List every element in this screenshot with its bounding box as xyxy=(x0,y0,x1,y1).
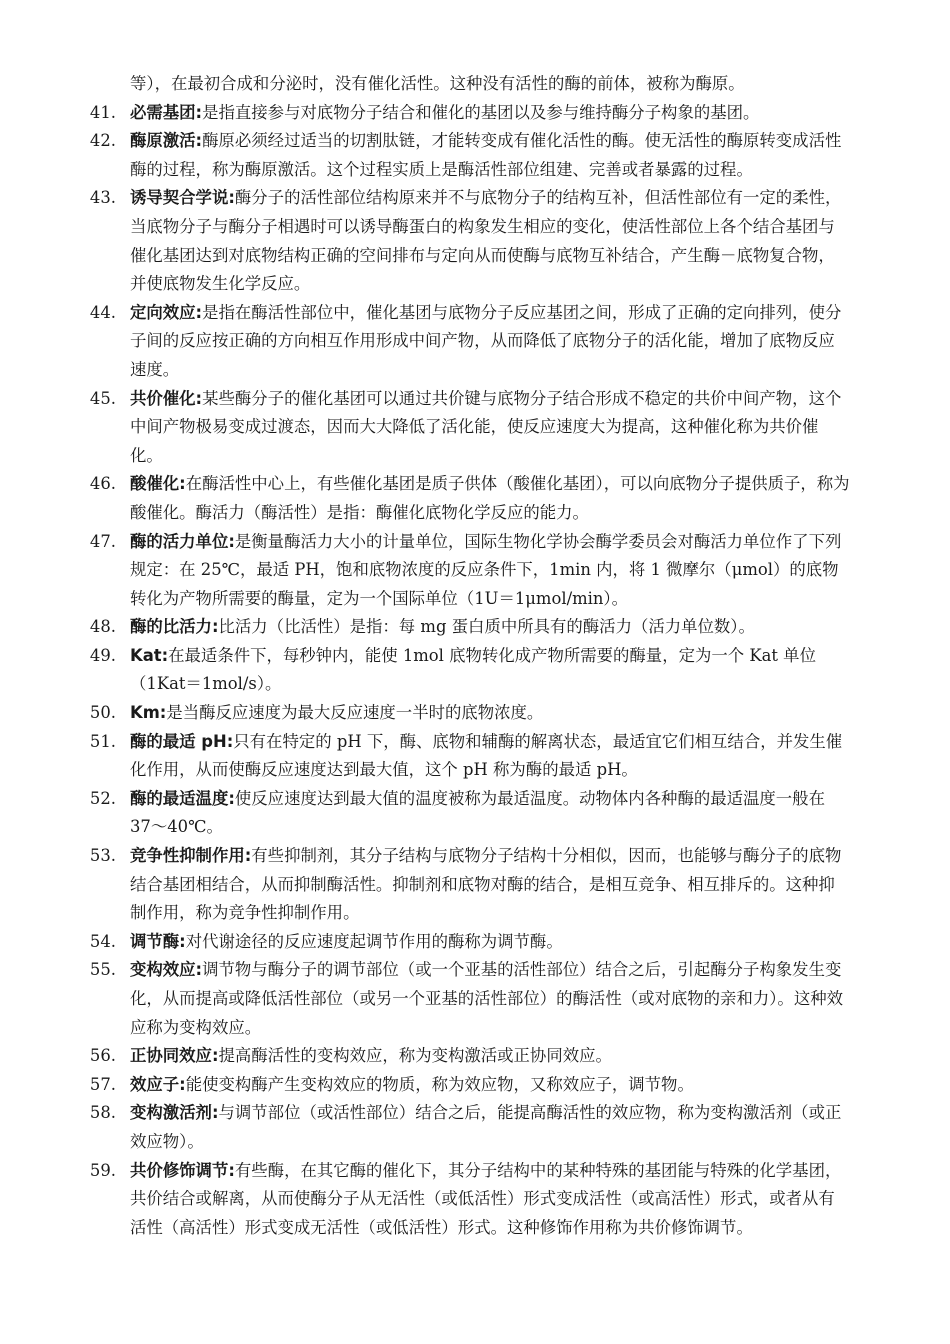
glossary-entry xyxy=(0,699,950,728)
entry-definition: 是指直接参与对底物分子结合和催化的基团以及参与维持酶分子构象的基团。 xyxy=(202,102,760,122)
entry-number: 46. xyxy=(89,474,116,494)
entry-term: 酶的最适 pH: xyxy=(130,731,234,751)
glossary-entry xyxy=(0,1042,950,1071)
entry-term: 诱导契合学说: xyxy=(130,188,235,208)
entry-term: Km: xyxy=(130,703,167,723)
entry-definition: 有些酶，在其它酶的催化下，其分子结构中的某种特殊的基团能与特殊的化学基团，共价结合或解离，从而使酶分子从无活性（或低活性）形式变成活性（或高活性）形式，或者从有活性（高活性）形式变成无活性（或低活性）形式。这种修饰作用称为共价修饰调节。 xyxy=(130,1160,842,1237)
entry-term: 酸催化: xyxy=(130,474,186,494)
entry-term: 共价催化: xyxy=(130,388,203,408)
glossary-entry xyxy=(0,385,950,471)
entry-number: 57. xyxy=(89,1074,116,1094)
glossary-entry xyxy=(0,1071,950,1100)
entry-term: 必需基团: xyxy=(130,102,203,122)
entry-number: 51. xyxy=(89,731,116,751)
glossary-entry xyxy=(0,1099,950,1156)
entry-term: 共价修饰调节: xyxy=(130,1160,235,1180)
entry-number: 41. xyxy=(89,102,116,122)
glossary-entry xyxy=(0,928,950,957)
entry-term: 变构激活剂: xyxy=(130,1103,219,1123)
glossary-entry xyxy=(0,728,950,785)
entry-definition: 对代谢途径的反应速度起调节作用的酶称为调节酶。 xyxy=(185,931,563,951)
entry-definition: 提高酶活性的变构效应，称为变构激活或正协同效应。 xyxy=(218,1046,612,1066)
glossary-entry xyxy=(0,127,950,184)
entry-term: 酶的活力单位: xyxy=(130,531,235,551)
entry-definition: 比活力（比活性）是指：每 mg 蛋白质中所具有的酶活力（活力单位数）。 xyxy=(218,617,755,637)
glossary-entry xyxy=(0,470,950,527)
entry-definition: 是衡量酶活力大小的计量单位，国际生物化学协会酶学委员会对酶活力单位作了下列规定：在 25℃，最适 PH，饱和底物浓度的反应条件下，1min 内，将 1 微摩尔（μmol）的底物转化为产物所需要的酶量，定为一个国际单位（1U＝1μmol/min）。 xyxy=(130,531,842,608)
entry-definition: 与调节部位（或活性部位）结合之后，能提高酶活性的效应物，称为变构激活剂（或正效应物）。 xyxy=(130,1103,842,1151)
entry-body xyxy=(130,1099,850,1156)
entry-definition: 酶原必须经过适当的切割肽链，才能转变成有催化活性的酶。使无活性的酶原转变成活性酶的过程，称为酶原激活。这个过程实质上是酶活性部位组建、完善或者暴露的过程。 xyxy=(130,131,842,179)
entry-body xyxy=(130,528,850,614)
entry-number: 56. xyxy=(89,1046,116,1066)
entry-number: 55. xyxy=(89,960,116,980)
entry-number: 53. xyxy=(89,846,116,866)
entry-definition: 在酶活性中心上，有些催化基团是质子供体（酸催化基团），可以向底物分子提供质子，称为酸催化。酶活力（酶活性）是指：酶催化底物化学反应的能力。 xyxy=(130,474,850,522)
entry-number: 47. xyxy=(89,531,116,551)
entry-body xyxy=(130,1071,850,1100)
entry-number: 44. xyxy=(89,302,116,322)
glossary-entry xyxy=(0,956,950,1042)
glossary-entry xyxy=(0,613,950,642)
entry-term: 正协同效应: xyxy=(130,1046,219,1066)
entry-body xyxy=(130,385,850,471)
entry-body xyxy=(130,699,850,728)
entry-number: 48. xyxy=(89,617,116,637)
entry-number: 54. xyxy=(89,931,116,951)
entry-term: 定向效应: xyxy=(130,302,203,322)
entry-term: 竞争性抑制作用: xyxy=(130,846,252,866)
entry-definition: 使反应速度达到最大值的温度被称为最适温度。动物体内各种酶的最适温度一般在 37～40℃。 xyxy=(130,788,825,837)
glossary-entry xyxy=(0,99,950,128)
entry-definition: 在最适条件下，每秒钟内，能使 1mol 底物转化成产物所需要的酶量，定为一个 Kat 单位（1Kat＝1mol/s）。 xyxy=(130,645,816,694)
entry-number: 59. xyxy=(89,1160,116,1180)
glossary-list xyxy=(0,99,950,1243)
glossary-entry xyxy=(0,299,950,385)
entry-number: 50. xyxy=(89,703,116,723)
entry-number: 49. xyxy=(89,645,116,665)
glossary-entry xyxy=(0,842,950,928)
document-page xyxy=(0,70,950,1242)
entry-term: 酶的比活力: xyxy=(130,617,219,637)
entry-body xyxy=(130,99,850,128)
entry-body xyxy=(130,956,850,1042)
entry-number: 52. xyxy=(89,788,116,808)
entry-definition: 某些酶分子的催化基团可以通过共价键与底物分子结合形成不稳定的共价中间产物，这个中间产物极易变成过渡态，因而大大降低了活化能，使反应速度大为提高，这种催化称为共价催化。 xyxy=(130,388,842,465)
entry-body xyxy=(130,1157,850,1243)
continuation-paragraph: 等），在最初合成和分泌时，没有催化活性。这种没有活性的酶的前体，被称为酶原。 xyxy=(130,74,745,93)
entry-term: 调节酶: xyxy=(130,931,186,951)
entry-term: 变构效应: xyxy=(130,960,203,980)
entry-body xyxy=(130,928,850,957)
glossary-entry xyxy=(0,785,950,842)
entry-body xyxy=(130,470,850,527)
entry-term: 酶的最适温度: xyxy=(130,788,235,808)
entry-definition: 能使变构酶产生变构效应的物质，称为效应物，又称效应子，调节物。 xyxy=(185,1074,694,1094)
entry-body xyxy=(130,728,850,785)
entry-definition: 只有在特定的 pH 下，酶、底物和辅酶的解离状态，最适宜它们相互结合，并发生催化作用，从而使酶反应速度达到最大值，这个 pH 称为酶的最适 pH。 xyxy=(130,731,843,780)
entry-definition: 有些抑制剂，其分子结构与底物分子结构十分相似，因而，也能够与酶分子的底物结合基团相结合，从而抑制酶活性。抑制剂和底物对酶的结合，是相互竞争、相互排斥的。这种抑制作用，称为竞争性抑制作用。 xyxy=(130,846,842,923)
entry-term: Kat: xyxy=(130,645,169,665)
entry-number: 42. xyxy=(89,131,116,151)
entry-number: 58. xyxy=(89,1103,116,1123)
glossary-entry xyxy=(0,1157,950,1243)
entry-body xyxy=(130,184,850,298)
entry-body xyxy=(130,299,850,385)
entry-definition: 是当酶反应速度为最大反应速度一半时的底物浓度。 xyxy=(166,703,544,723)
entry-term: 酶原激活: xyxy=(130,131,203,151)
glossary-entry xyxy=(0,528,950,614)
entry-body xyxy=(130,1042,850,1071)
entry-body xyxy=(130,127,850,184)
entry-number: 45. xyxy=(89,388,116,408)
entry-body xyxy=(130,842,850,928)
entry-definition: 调节物与酶分子的调节部位（或一个亚基的活性部位）结合之后，引起酶分子构象发生变化，从而提高或降低活性部位（或另一个亚基的活性部位）的酶活性（或对底物的亲和力）。这种效应称为变构效应。 xyxy=(130,960,843,1037)
entry-body xyxy=(130,642,850,699)
entry-number: 43. xyxy=(89,188,116,208)
entry-term: 效应子: xyxy=(130,1074,186,1094)
entry-definition: 酶分子的活性部位结构原来并不与底物分子的结构互补，但活性部位有一定的柔性，当底物分子与酶分子相遇时可以诱导酶蛋白的构象发生相应的变化，使活性部位上各个结合基团与催化基团达到对底物结构正确的空间排布与定向从而使酶与底物互补结合，产生酶－底物复合物，并使底物发生化学反应。 xyxy=(130,188,842,294)
entry-body xyxy=(130,613,850,642)
glossary-entry xyxy=(0,642,950,699)
entry-definition: 是指在酶活性部位中，催化基团与底物分子反应基团之间，形成了正确的定向排列，使分子间的反应按正确的方向相互作用形成中间产物，从而降低了底物分子的活化能，增加了底物反应速度。 xyxy=(130,302,842,379)
glossary-entry xyxy=(0,184,950,298)
entry-body xyxy=(130,785,850,842)
